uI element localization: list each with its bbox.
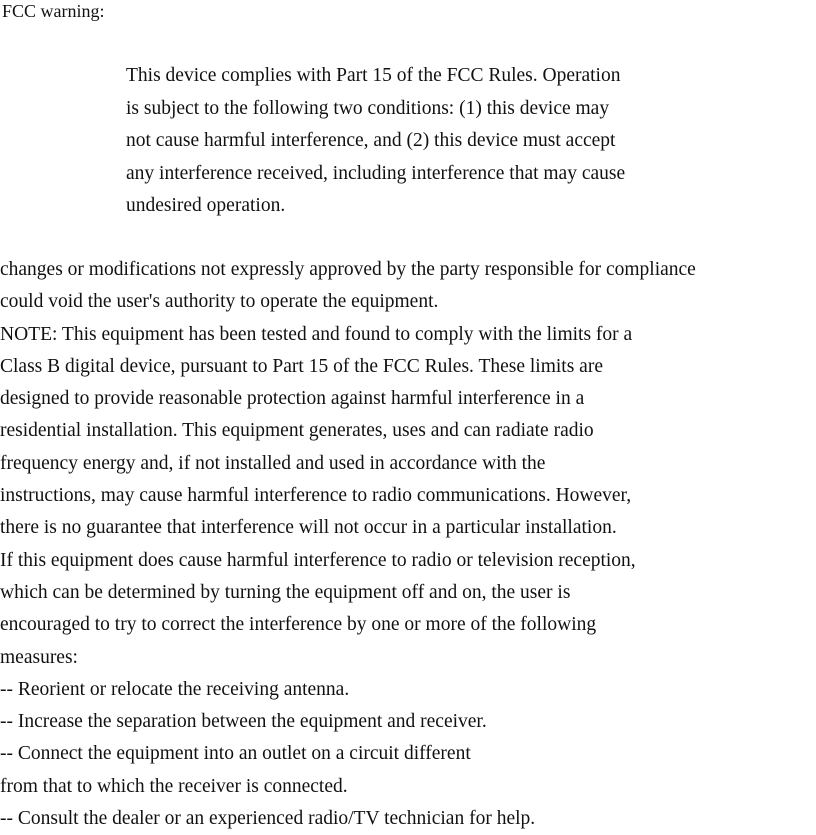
body-line: frequency energy and, if not installed and used in accordance with the <box>0 452 546 474</box>
list-item: -- Reorient or relocate the receiving antenna. <box>0 678 350 700</box>
fcc-warning-heading: FCC warning: <box>2 1 105 21</box>
compliance-statement <box>126 60 625 223</box>
statement-line: not cause harmful interference, and (2) this device must accept <box>126 130 616 151</box>
list-item: from that to which the receiver is connected. <box>0 775 348 797</box>
body-line: changes or modifications not expressly approved by the party responsible for compliance <box>0 259 696 280</box>
statement-line: is subject to the following two conditions: (1) this device may <box>126 97 610 119</box>
body-line: which can be determined by turning the equipment off and on, the user is <box>0 581 571 603</box>
body-line: measures: <box>0 646 78 668</box>
body-line: NOTE: This equipment has been tested and found to comply with the limits for a <box>0 323 633 345</box>
body-line: there is no guarantee that interference will not occur in a particular installation. <box>0 517 617 539</box>
body-line: could void the user's authority to operate the equipment. <box>0 291 439 313</box>
list-item: -- Consult the dealer or an experienced radio/TV technician for help. <box>0 808 536 830</box>
list-item: -- Increase the separation between the equipment and receiver. <box>0 711 487 733</box>
list-item: -- Connect the equipment into an outlet on a circuit different <box>0 743 471 765</box>
body-line: Class B digital device, pursuant to Part 15 of the FCC Rules. These limits are <box>0 355 603 377</box>
statement-line: undesired operation. <box>126 195 286 216</box>
body-line: designed to provide reasonable protection against harmful interference in a <box>0 388 585 410</box>
body-line: instructions, may cause harmful interference to radio communications. However, <box>0 485 632 507</box>
fcc-notice-body <box>0 254 696 835</box>
statement-line: any interference received, including interference that may cause <box>126 162 626 184</box>
statement-line: This device complies with Part 15 of the FCC Rules. Operation <box>126 65 621 86</box>
body-line: residential installation. This equipment generates, uses and can radiate radio <box>0 420 594 442</box>
body-line: encouraged to try to correct the interference by one or more of the following <box>0 614 597 636</box>
body-line: If this equipment does cause harmful interference to radio or television reception, <box>0 549 636 571</box>
